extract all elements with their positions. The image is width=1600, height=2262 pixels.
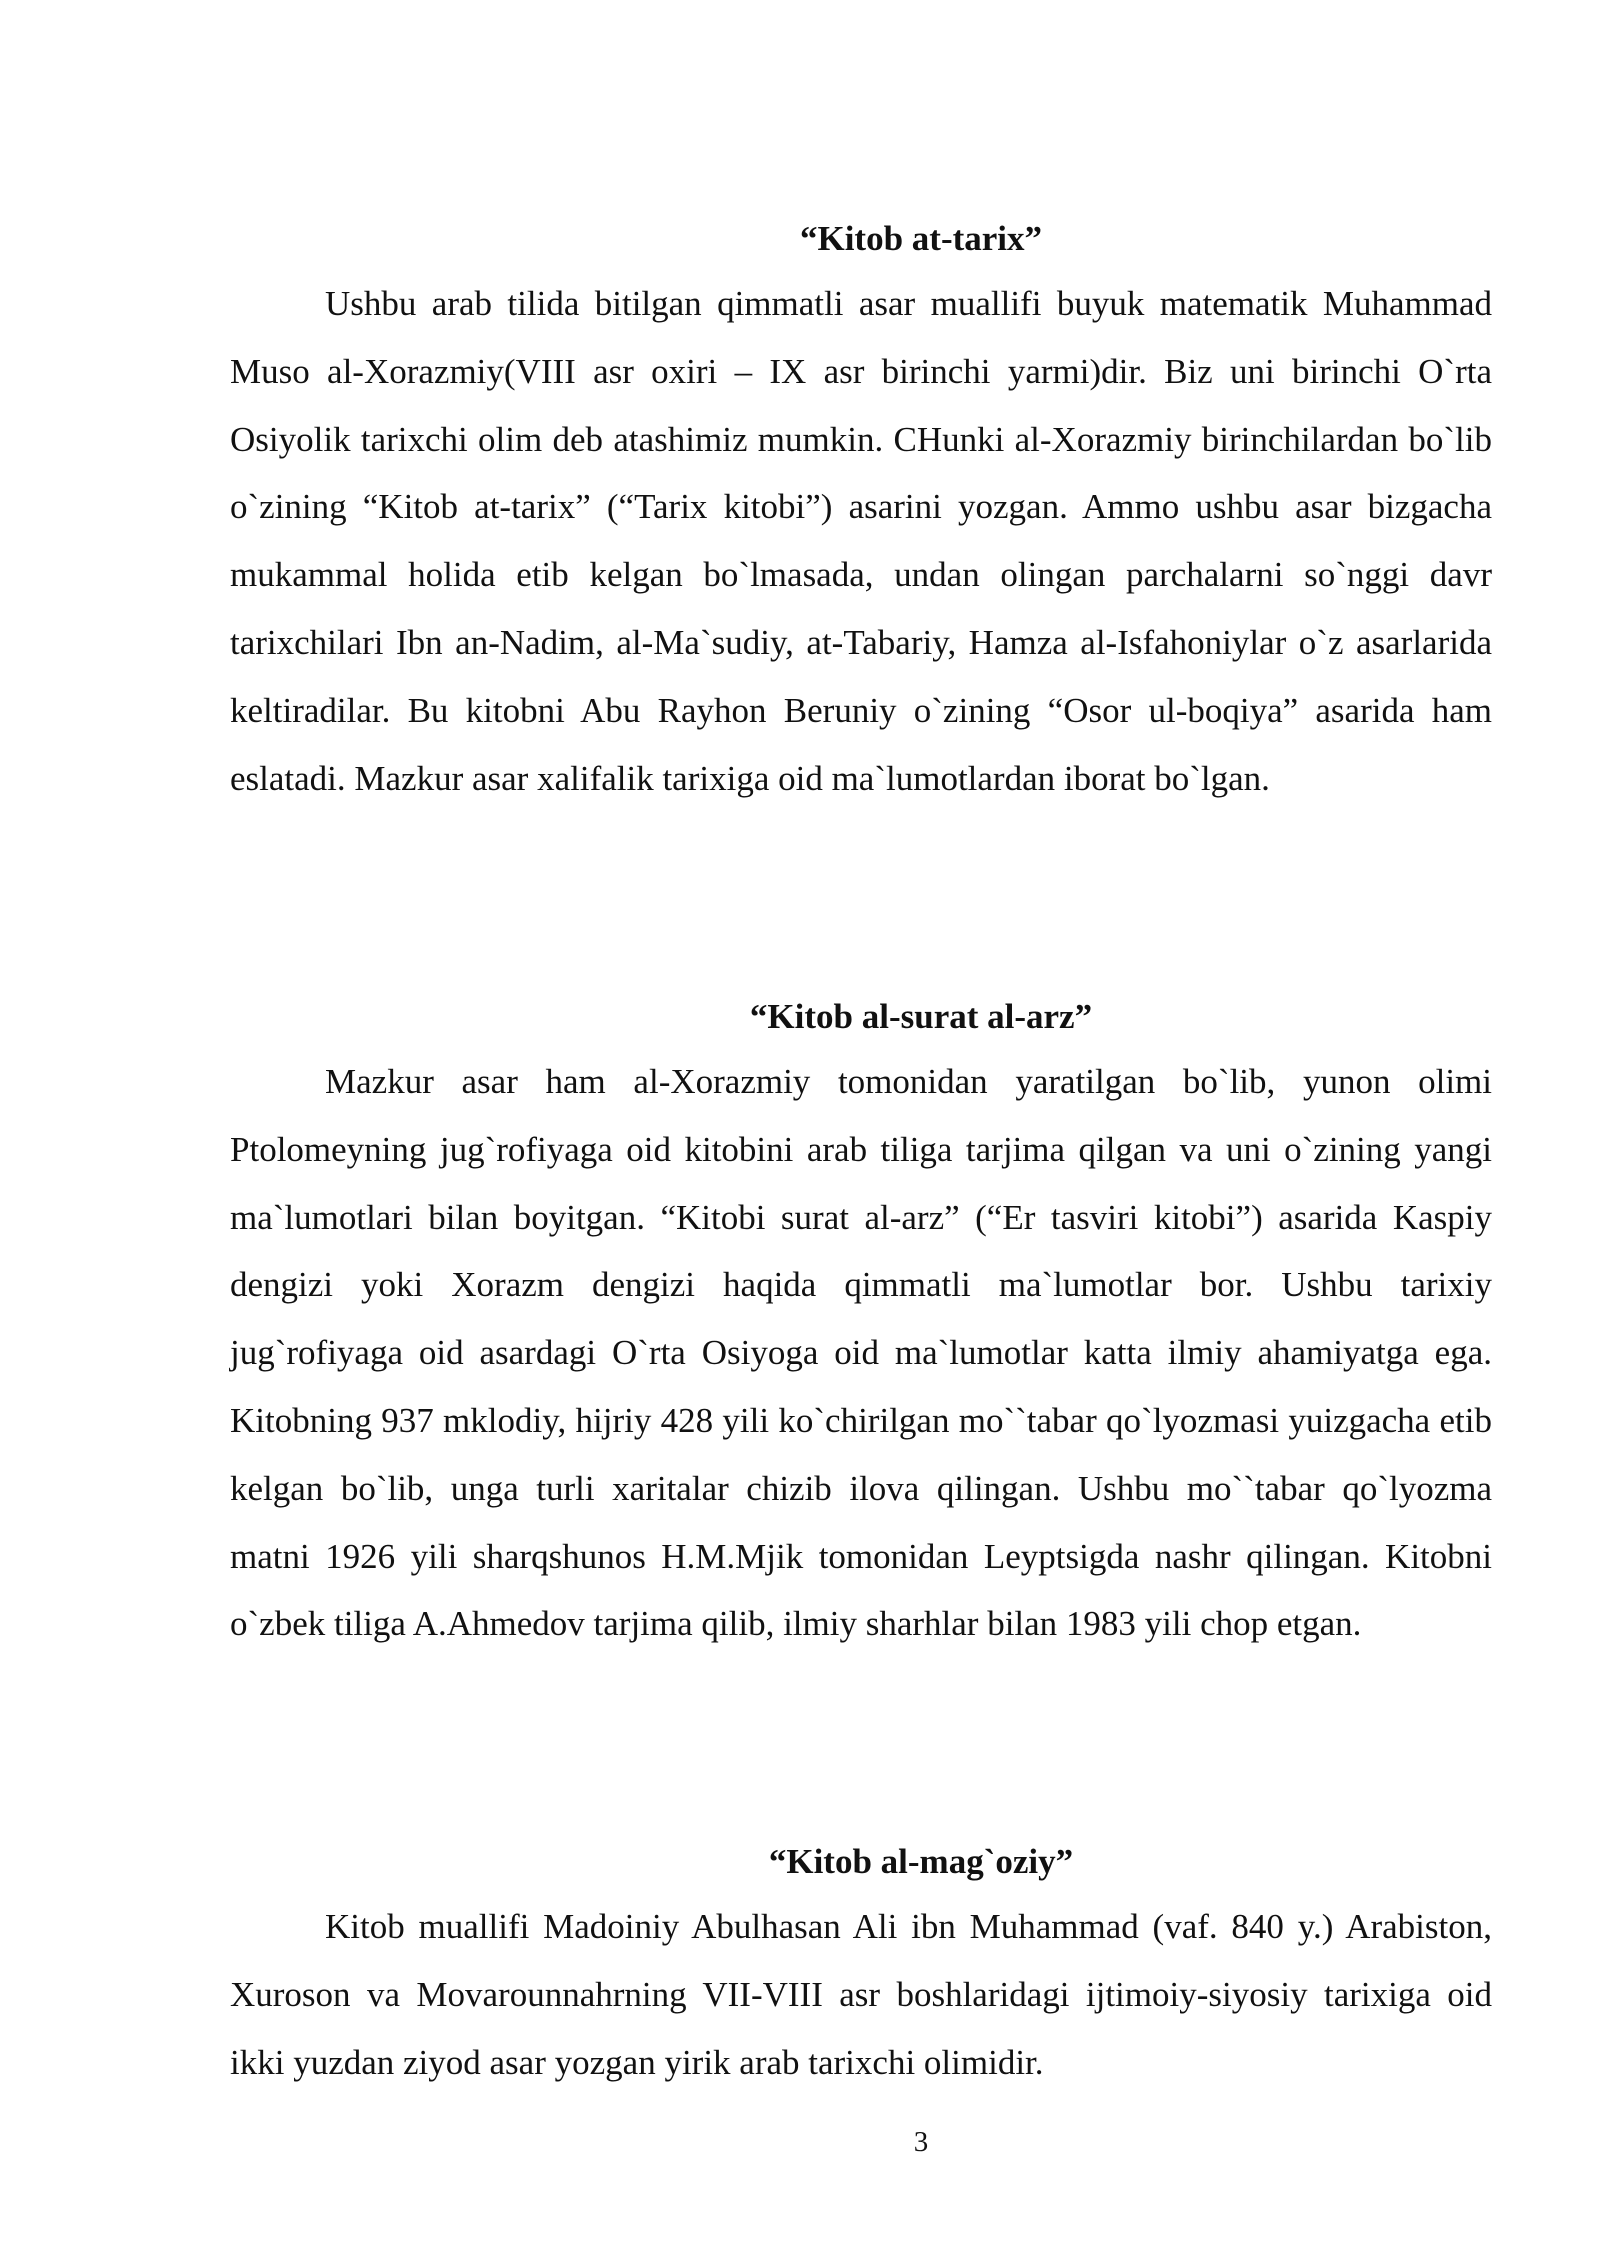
section-paragraph: Kitob muallifi Madoiniy Abulhasan Ali ibn Muhammad (vaf. 840 y.) Arabiston, Xuroson va Movarounnahrning VII-VIII asr boshlaridagi ijtimoiy-siyosiy tarixiga oid ikki yuzdan ziyod asar yozgan yirik arab tarixchi olimidir. bbox=[230, 1907, 1492, 2082]
page-number: 3 bbox=[913, 2126, 929, 2158]
section-heading: “Kitob al-mag`oziy” bbox=[768, 1842, 1074, 1881]
section-heading: “Kitob at-tarix” bbox=[799, 219, 1043, 258]
section-paragraph: Mazkur asar ham al-Xorazmiy tomonidan yaratilgan bo`lib, yunon olimi Ptolomeyning jug`rofiyaga oid kitobini arab tiliga tarjima qilgan va uni o`zining yangi ma`lumotlari bilan boyitgan. “Kitobi surat al-arz” (“Er tasviri kitobi”) asarida Kaspiy dengizi yoki Xorazm dengizi haqida qimmatli ma`lumotlar bor. Ushbu tarixiy jug`rofiyaga oid asardagi O`rta Osiyoga oid ma`lumotlar katta ilmiy ahamiyatga ega. Kitobning 937 mklodiy, hijriy 428 yili ko`chirilgan mo``tabar qo`lyozmasi yuizgacha etib kelgan bo`lib, unga turli xaritalar chizib ilova qilingan. Ushbu mo``tabar qo`lyozma matni 1926 yili sharqshunos H.M.Mjik tomonidan Leyptsigda nashr qilingan. Kitobni o`zbek tiliga A.Ahmedov tarjima qilib, ilmiy sharhlar bilan 1983 yili chop etgan. bbox=[230, 1062, 1492, 1644]
document-page bbox=[230, 0, 1492, 2262]
section-heading: “Kitob al-surat al-arz” bbox=[749, 997, 1093, 1036]
section-kitob-al-magoziy bbox=[230, 1831, 1492, 2096]
section-paragraph: Ushbu arab tilida bitilgan qimmatli asar muallifi buyuk matematik Muhammad Muso al-Xorazmiy(VIII asr oxiri – IX asr birinchi yarmi)dir. Biz uni birinchi O`rta Osiyolik tarixchi olim deb atashimiz mumkin. CHunki al-Xorazmiy birinchilardan bo`lib o`zining “Kitob at-tarix” (“Tarix kitobi”) asarini yozgan. Ammo ushbu asar bizgacha mukammal holida etib kelgan bo`lmasada, undan olingan parchalarni so`nggi davr tarixchilari Ibn an-Nadim, al-Ma`sudiy, at-Tabariy, Hamza al-Isfahoniylar o`z asarlarida keltiradilar. Bu kitobni Abu Rayhon Beruniy o`zining “Osor ul-boqiya” asarida ham eslatadi. Mazkur asar xalifalik tarixiga oid ma`lumotlardan iborat bo`lgan. bbox=[230, 284, 1492, 798]
section-kitob-al-surat-al-arz bbox=[230, 986, 1492, 1658]
section-kitob-at-tarix bbox=[230, 208, 1492, 812]
